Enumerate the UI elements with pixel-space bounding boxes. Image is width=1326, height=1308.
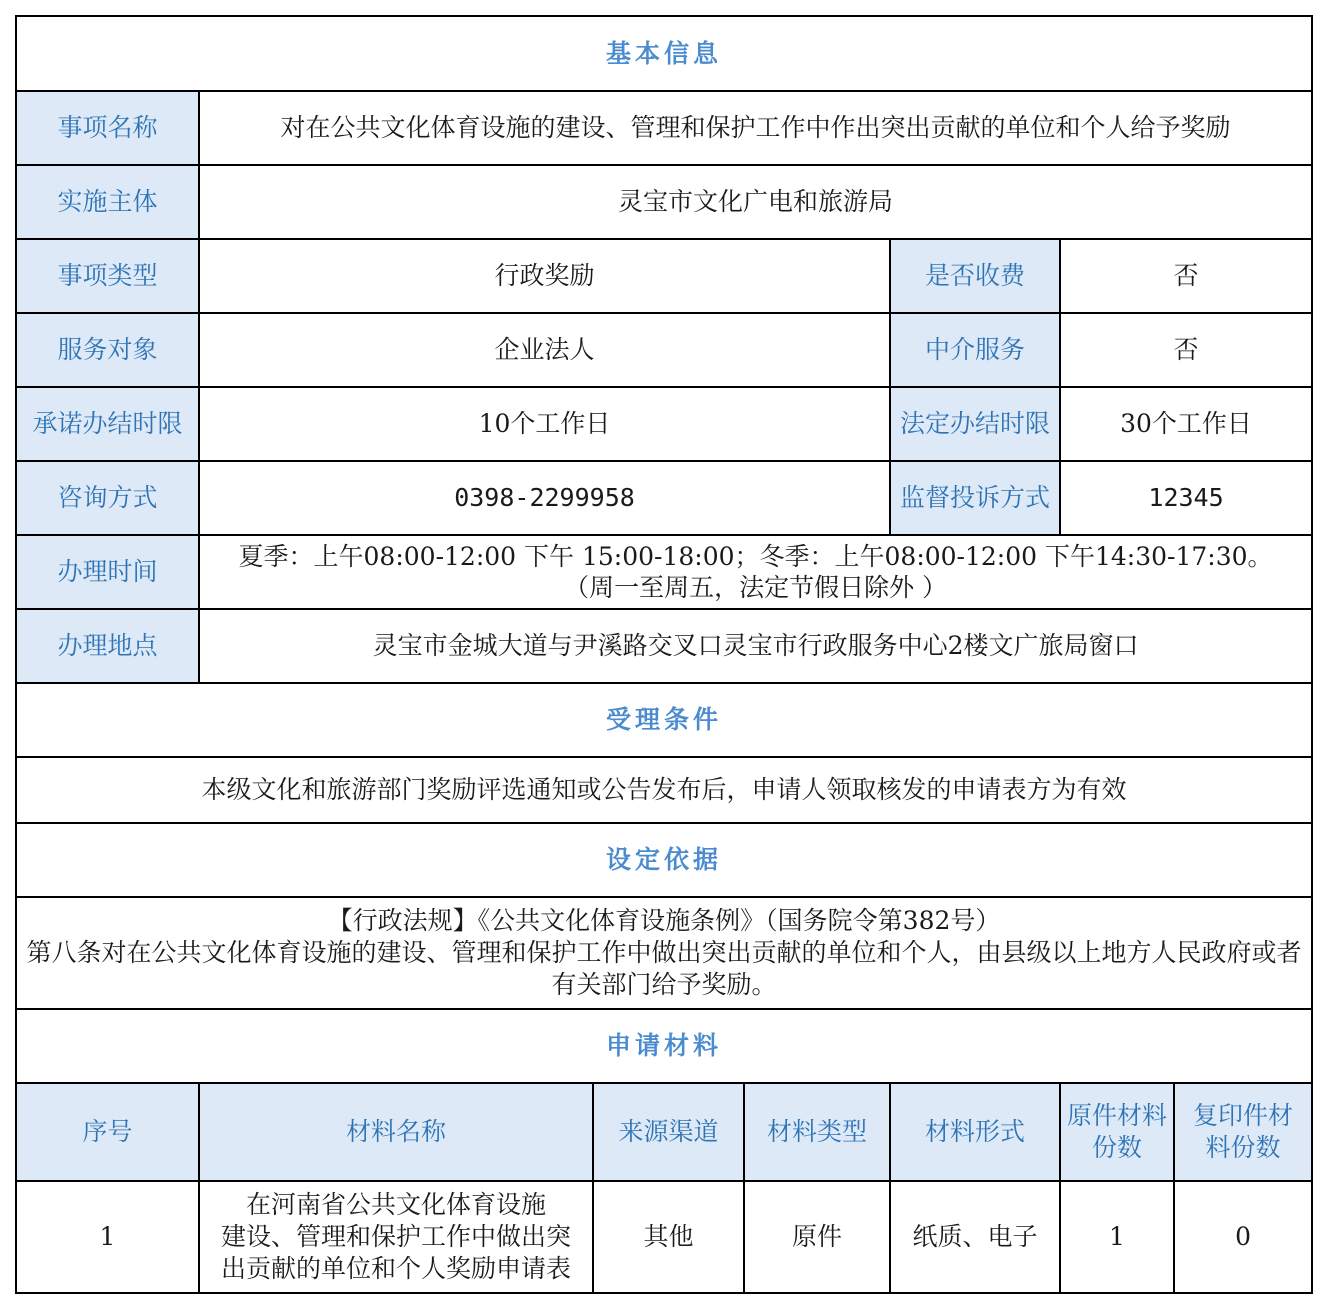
service-info-sheet [15, 15, 1313, 1294]
promised-time-label: 承诺办结时限 [16, 387, 199, 461]
material-name [199, 1181, 593, 1293]
col-header-original-count [1060, 1083, 1174, 1181]
col-header-copy-count [1174, 1083, 1312, 1181]
basis-regulation: 【行政法规】《公共文化体育设施条例》（国务院令第382号） [327, 906, 1001, 935]
col-header-no: 序号 [16, 1083, 199, 1181]
item-name-value: 对在公共文化体育设施的建设、管理和保护工作中作出突出贡献的单位和个人给予奖励 [199, 91, 1312, 165]
fee-label: 是否收费 [890, 239, 1060, 313]
hours-value [199, 535, 1312, 609]
conditions-text: 本级文化和旅游部门奖励评选通知或公告发布后，申请人领取核发的申请表方为有效 [16, 757, 1312, 823]
col-header-original-count-line1: 原件材料 [1066, 1101, 1167, 1130]
fee-value: 否 [1060, 239, 1312, 313]
material-no: 1 [16, 1181, 199, 1293]
legal-time-value: 30个工作日 [1060, 387, 1312, 461]
col-header-name: 材料名称 [199, 1083, 593, 1181]
item-type-value: 行政奖励 [199, 239, 890, 313]
hours-line-2: （周一至周五，法定节假日除外 ） [564, 573, 948, 602]
service-target-label: 服务对象 [16, 313, 199, 387]
implementer-label: 实施主体 [16, 165, 199, 239]
consult-label: 咨询方式 [16, 461, 199, 535]
consult-phone: 0398-2299958 [199, 461, 890, 535]
service-target-value: 企业法人 [199, 313, 890, 387]
location-label: 办理地点 [16, 609, 199, 683]
material-source: 其他 [593, 1181, 744, 1293]
basic-info-heading: 基本信息 [16, 16, 1312, 91]
hours-label: 办理时间 [16, 535, 199, 609]
promised-time-value: 10个工作日 [199, 387, 890, 461]
complaint-phone: 12345 [1060, 461, 1312, 535]
intermediary-label: 中介服务 [890, 313, 1060, 387]
basis-heading: 设定依据 [16, 823, 1312, 897]
material-name-line2: 建设、管理和保护工作中做出突 [220, 1222, 571, 1251]
basis-text [16, 897, 1312, 1009]
col-header-original-count-line2: 份数 [1091, 1133, 1142, 1162]
material-type: 原件 [744, 1181, 890, 1293]
item-name-label: 事项名称 [16, 91, 199, 165]
material-original-count: 1 [1060, 1181, 1174, 1293]
conditions-heading: 受理条件 [16, 683, 1312, 757]
intermediary-value: 否 [1060, 313, 1312, 387]
complaint-label: 监督投诉方式 [890, 461, 1060, 535]
material-name-line3: 出贡献的单位和个人奖励申请表 [220, 1254, 571, 1283]
item-type-label: 事项类型 [16, 239, 199, 313]
implementer-value: 灵宝市文化广电和旅游局 [199, 165, 1312, 239]
table-row [16, 1181, 1312, 1293]
legal-time-label: 法定办结时限 [890, 387, 1060, 461]
hours-line-1: 夏季：上午08:00-12:00 下午 15:00-18:00；冬季：上午08:00-12:00 下午14:30-17:30。 [238, 542, 1273, 571]
material-form: 纸质、电子 [890, 1181, 1060, 1293]
basis-article: 第八条对在公共文化体育设施的建设、管理和保护工作中做出突出贡献的单位和个人，由县级以上地方人民政府或者有关部门给予奖励。 [26, 938, 1302, 999]
col-header-copy-count-line1: 复印件材 [1193, 1101, 1294, 1130]
location-value: 灵宝市金城大道与尹溪路交叉口灵宝市行政服务中心2楼文广旅局窗口 [199, 609, 1312, 683]
materials-heading: 申请材料 [16, 1009, 1312, 1083]
material-name-line1: 在河南省公共文化体育设施 [245, 1190, 546, 1219]
col-header-source: 来源渠道 [593, 1083, 744, 1181]
col-header-type: 材料类型 [744, 1083, 890, 1181]
col-header-form: 材料形式 [890, 1083, 1060, 1181]
col-header-copy-count-line2: 料份数 [1205, 1133, 1281, 1162]
material-copy-count: 0 [1174, 1181, 1312, 1293]
